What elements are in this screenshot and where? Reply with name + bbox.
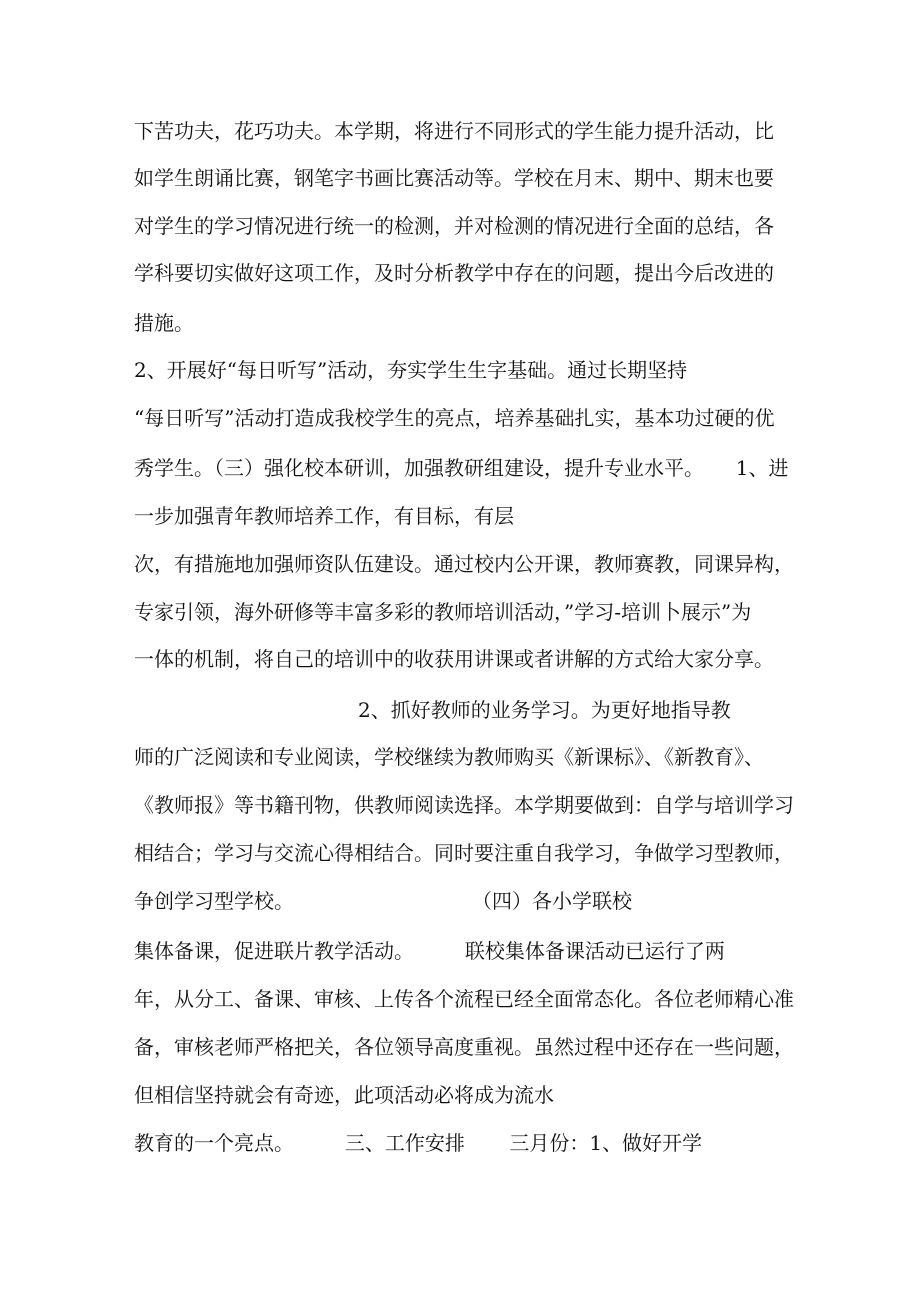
text-line: 备，审核老师严格把关，各位领导高度重视。虽然过程中还存在一些问题， xyxy=(134,1035,794,1059)
text-line: “每日听写”活动打造成我校学生的亮点，培养基础扎实，基本功过硬的优 xyxy=(134,406,775,430)
text-line: 2、开展好“每日听写”活动，夯实学生生字基础。通过长期坚持 xyxy=(134,358,688,382)
text-line: 争创学习型学校。 （四）各小学联校 xyxy=(134,889,633,913)
text-line: 但相信坚持就会有奇迹，此项活动必将成为流水 xyxy=(134,1083,554,1107)
text-line: 对学生的学习情况进行统一的检测，并对检测的情况进行全面的总结，各 xyxy=(134,214,774,238)
text-line: 集体备课，促进联片教学活动。 联校集体备课活动已运行了两 xyxy=(134,939,725,963)
text-line: 学科要切实做好这项工作，及时分析教学中存在的问题，提出今后改进的 xyxy=(134,261,774,285)
text-line: 年，从分工、备课、审核、上传各个流程已经全面常态化。各位老师精心准 xyxy=(134,987,794,1011)
text-line: 措施。 xyxy=(134,311,194,335)
text-line: 一体的机制，将自己的培训中的收获用讲课或者讲解的方式给大家分享。 xyxy=(134,647,774,671)
text-line: 师的广泛阅读和专业阅读，学校继续为教师购买《新课标》、《新教育》、 xyxy=(134,745,764,769)
text-line: 教育的一个亮点。 三、工作安排 三月份：1、做好开学 xyxy=(134,1131,703,1155)
text-line: 次，有措施地加强师资队伍建设。通过校内公开课，教师赛教，同课异构， xyxy=(134,552,794,576)
text-line: 秀学生。（三）强化校本研训，加强教研组建设，提升专业水平。 1、进 xyxy=(134,456,789,480)
text-line: 相结合；学习与交流心得相结合。同时要注重自我学习，争做学习型教师， xyxy=(134,841,794,865)
text-line: 专家引领，海外研修等丰富多彩的教师培训活动，”学习-培训卜展示”为 xyxy=(134,600,752,624)
text-line: 下苦功夫，花巧功夫。本学期，将进行不同形式的学生能力提升活动，比 xyxy=(134,119,774,143)
text-line: 如学生朗诵比赛，钢笔字书画比赛活动等。学校在月末、期中、期末也要 xyxy=(134,166,774,190)
text-line: 2、抓好教师的业务学习。为更好地指导教 xyxy=(358,698,731,722)
text-line: 一步加强青年教师培养工作，有目标，有层 xyxy=(134,504,514,528)
text-line: 《教师报》等书籍刊物，供教师阅读选择。本学期要做到：自学与培训学习 xyxy=(134,793,794,817)
